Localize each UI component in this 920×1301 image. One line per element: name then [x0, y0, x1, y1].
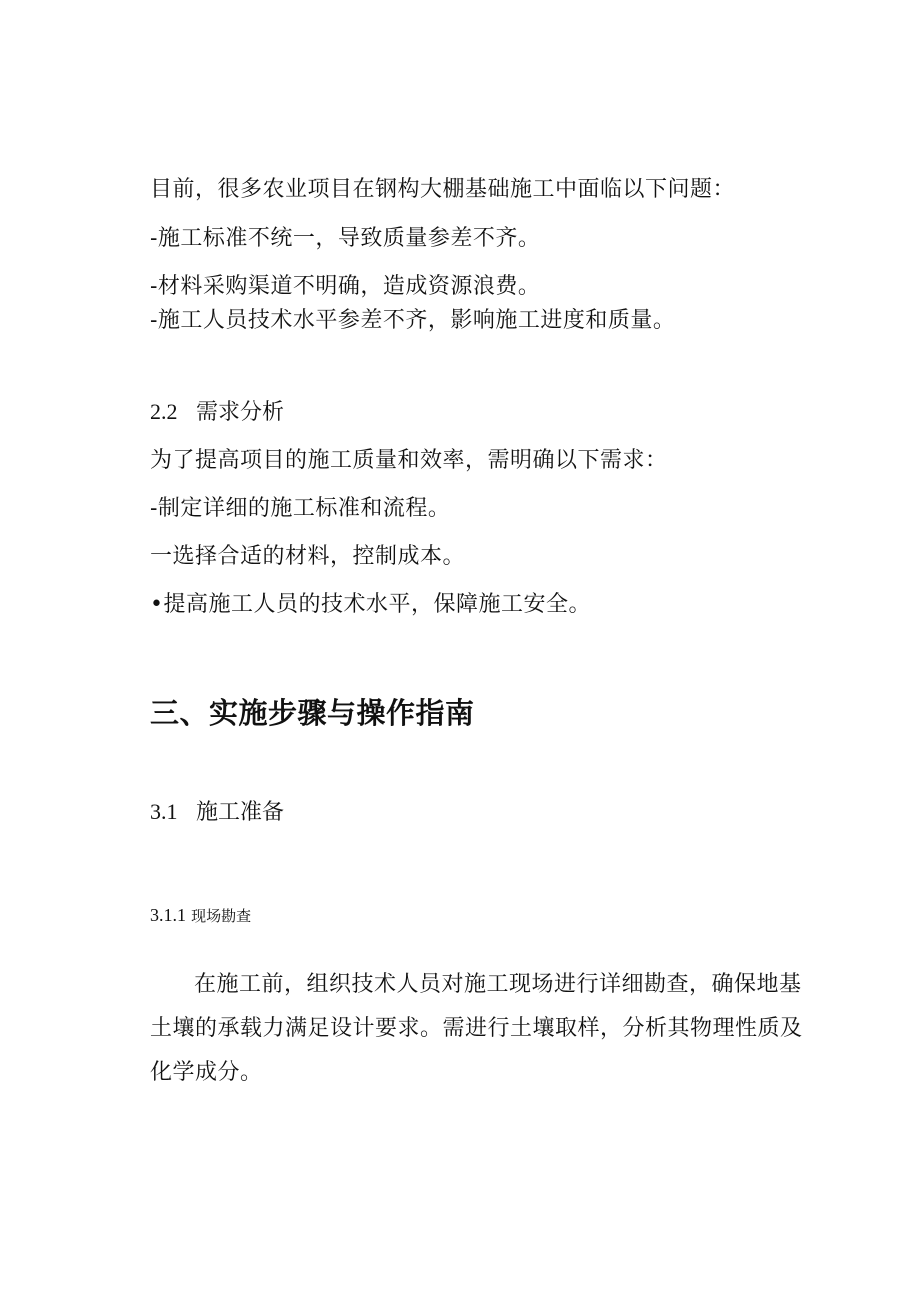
section-3-1-heading	[150, 797, 284, 828]
section-2-2-number: 2.2	[150, 399, 178, 424]
chapter-3-title: 三、实施步骤与操作指南	[150, 696, 475, 730]
section-3-1-1-number: 3.1.1	[150, 905, 186, 925]
problem-item-3: -施工人员技术水平参差不齐，影响施工进度和质量。	[150, 308, 676, 333]
requirement-item-3: •提高施工人员的技术水平，保障施工安全。	[150, 592, 591, 617]
problem-item-2: -材料采购渠道不明确，造成资源浪费。	[150, 274, 541, 299]
section-3-1-number: 3.1	[150, 799, 178, 824]
section-2-2-heading	[150, 397, 284, 428]
section-3-1-1-heading	[150, 902, 251, 929]
section-2-2-title: 需求分析	[196, 400, 285, 425]
requirement-item-2: 一选择合适的材料，控制成本。	[150, 544, 466, 569]
site-survey-paragraph: 在施工前，组织技术人员对施工现场进行详细勘查，确保地基土壤的承载力满足设计要求。需进行土壤取样，分析其物理性质及化学成分。	[150, 972, 803, 1085]
requirement-item-1: -制定详细的施工标准和流程。	[150, 496, 451, 521]
problems-intro: 目前，很多农业项目在钢构大棚基础施工中面临以下问题：	[150, 177, 736, 202]
section-3-1-title: 施工准备	[196, 800, 285, 825]
section-3-1-1-title: 现场勘查	[191, 907, 252, 925]
requirements-intro: 为了提高项目的施工质量和效率，需明确以下需求：	[150, 448, 668, 473]
problem-item-1: -施工标准不统一，导致质量参差不齐。	[150, 226, 541, 251]
